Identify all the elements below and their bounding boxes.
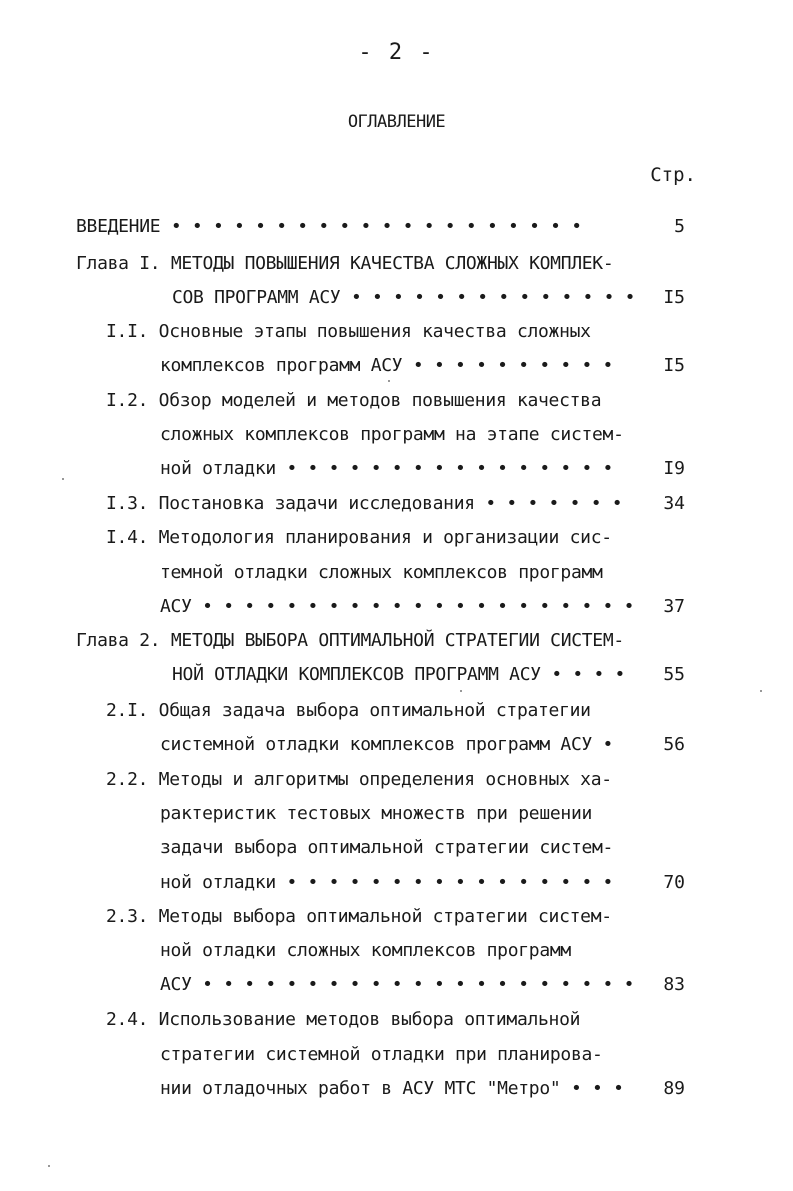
toc-entry-1-3: I.3. Постановка задачи исследования • • • • • • • — [106, 493, 623, 514]
scan-speck — [388, 380, 390, 382]
toc-entry-2-3-line-2: ной отладки сложных комплексов программ — [160, 940, 571, 961]
scan-speck — [62, 478, 64, 480]
toc-page-chapter-2: 55 — [663, 664, 685, 685]
scan-speck — [48, 1165, 50, 1167]
toc-entry-1-4-line-1: I.4. Методология планирования и организации сис- — [106, 527, 612, 548]
page-column-label: Стр. — [650, 164, 696, 186]
toc-page-intro: 5 — [674, 216, 685, 237]
toc-page-1-4: 37 — [663, 596, 685, 617]
scan-speck — [760, 690, 762, 692]
toc-entry-2-3-line-3: АСУ • • • • • • • • • • • • • • • • • • • • • — [160, 974, 635, 995]
toc-entry-2-4-line-3: нии отладочных работ в АСУ МТС "Метро" • • • — [160, 1078, 624, 1099]
toc-entry-chapter-1-line-1: Глава I. МЕТОДЫ ПОВЫШЕНИЯ КАЧЕСТВА СЛОЖНЫХ КОМПЛЕК- — [76, 253, 614, 274]
toc-entry-1-4-line-2: темной отладки сложных комплексов программ — [160, 562, 603, 583]
toc-entry-2-4-line-2: стратегии системной отладки при планирова- — [160, 1044, 603, 1065]
toc-entry-2-4-line-1: 2.4. Использование методов выбора оптимальной — [106, 1009, 581, 1030]
toc-page-chapter-1: I5 — [663, 287, 685, 308]
toc-entry-1-1-line-1: I.I. Основные этапы повышения качества сложных — [106, 321, 591, 342]
toc-entry-chapter-1-line-2: СОВ ПРОГРАММ АСУ • • • • • • • • • • • • • • — [172, 287, 636, 308]
toc-entry-chapter-2-line-1: Глава 2. МЕТОДЫ ВЫБОРА ОПТИМАЛЬНОЙ СТРАТЕГИИ СИСТЕМ- — [76, 630, 624, 651]
toc-page-2-3: 83 — [663, 974, 685, 995]
toc-page-2-1: 56 — [663, 734, 685, 755]
toc-page-2-2: 70 — [663, 872, 685, 893]
toc-page-2-4: 89 — [663, 1078, 685, 1099]
toc-entry-2-2-line-2: рактеристик тестовых множеств при решении — [160, 803, 593, 824]
toc-entry-1-2-line-1: I.2. Обзор моделей и методов повышения качества — [106, 390, 602, 411]
toc-entry-2-3-line-1: 2.3. Методы выбора оптимальной стратегии систем- — [106, 906, 612, 927]
toc-page-1-3: 34 — [663, 493, 685, 514]
toc-entry-2-1-line-2: системной отладки комплексов программ АСУ • — [160, 734, 614, 755]
toc-page-1-1: I5 — [663, 355, 685, 376]
scan-speck — [460, 690, 462, 692]
toc-entry-1-2-line-3: ной отладки • • • • • • • • • • • • • • • • — [160, 458, 614, 479]
toc-entry-2-2-line-3: задачи выбора оптимальной стратегии систем- — [160, 837, 614, 858]
page-number: - 2 - — [358, 40, 435, 65]
toc-entry-1-1-line-2: комплексов программ АСУ • • • • • • • • • • — [160, 355, 614, 376]
toc-entry-chapter-2-line-2: НОЙ ОТЛАДКИ КОМПЛЕКСОВ ПРОГРАММ АСУ • • • • — [172, 664, 626, 685]
toc-page-1-2: I9 — [663, 458, 685, 479]
toc-entry-1-4-line-3: АСУ • • • • • • • • • • • • • • • • • • • • • — [160, 596, 635, 617]
toc-entry-2-1-line-1: 2.I. Общая задача выбора оптимальной стратегии — [106, 700, 591, 721]
page-title: ОГЛАВЛЕНИЕ — [347, 112, 446, 132]
toc-entry-intro: ВВЕДЕНИЕ • • • • • • • • • • • • • • • • • • • • — [76, 216, 582, 237]
toc-entry-1-2-line-2: сложных комплексов программ на этапе систем- — [160, 424, 624, 445]
toc-entry-2-2-line-4: ной отладки • • • • • • • • • • • • • • • • — [160, 872, 614, 893]
toc-entry-2-2-line-1: 2.2. Методы и алгоритмы определения основных ха- — [106, 769, 612, 790]
